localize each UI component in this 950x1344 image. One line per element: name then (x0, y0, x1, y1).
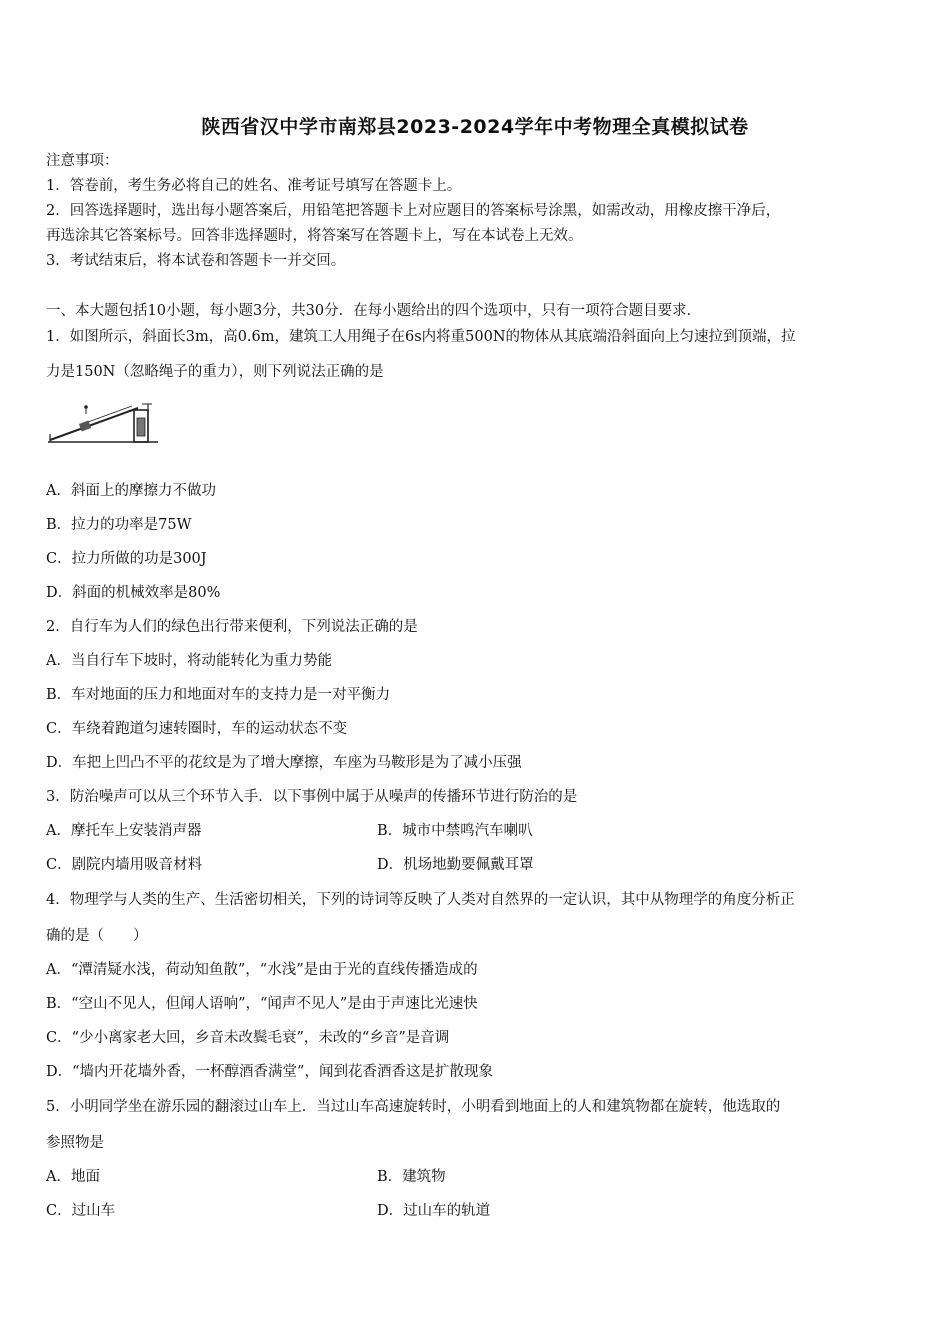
question-2-stem: 2．自行车为人们的绿色出行带来便利，下列说法正确的是 (46, 619, 418, 635)
question-1-stem: 1．如图所示，斜面长3m，高0.6m，建筑工人用绳子在6s内将重500N的物体从其底端沿斜面向上匀速拉到顶端，拉 (46, 329, 796, 345)
exam-title: 陕西省汉中学市南郑县2023-2024学年中考物理全真模拟试卷 (201, 116, 749, 138)
option: B．建筑物 (377, 1169, 446, 1185)
notice-item: 2．回答选择题时，选出每小题答案后，用铅笔把答题卡上对应题目的答案标号涂黑，如需改动，用橡皮擦干净后， (46, 203, 781, 219)
incline-surface (50, 408, 138, 440)
option: D．机场地勤要佩戴耳罩 (377, 857, 534, 873)
notice-item: 3．考试结束后，将本试卷和答题卡一并交回。 (46, 253, 346, 269)
option: D．斜面的机械效率是80% (46, 585, 221, 601)
option: C．剧院内墙用吸音材料 (46, 857, 203, 873)
section-heading: 一、本大题包括10小题，每小题3分，共30分．在每小题给出的四个选项中，只有一项符合题目要求． (46, 303, 702, 319)
option: B．车对地面的压力和地面对车的支持力是一对平衡力 (46, 687, 391, 703)
option: D．车把上凹凸不平的花纹是为了增大摩擦，车座为马鞍形是为了减小压强 (46, 755, 522, 771)
notice-heading: 注意事项： (46, 153, 119, 169)
option: A．地面 (46, 1169, 100, 1185)
option: A．摩托车上安装消声器 (46, 823, 202, 839)
question-3-stem: 3．防治噪声可以从三个环节入手．以下事例中属于从噪声的传播环节进行防治的是 (46, 789, 578, 805)
option: A．斜面上的摩擦力不做功 (46, 483, 216, 499)
option: C．过山车 (46, 1203, 116, 1219)
question-1-stem: 力是150N（忽略绳子的重力），则下列说法正确的是 (46, 364, 384, 380)
option: B．“空山不见人，但闻人语响”，“闻声不见人”是由于声速比光速快 (46, 996, 478, 1012)
incline-diagram (46, 396, 162, 448)
option: A．当自行车下坡时，将动能转化为重力势能 (46, 653, 332, 669)
rope (88, 406, 132, 422)
question-4-stem: 4．物理学与人类的生产、生活密切相关，下列的诗词等反映了人类对自然界的一定认识，其中从物理学的角度分析正 (46, 892, 795, 908)
option: D．“墙内开花墙外香，一杯醇酒香满堂”，闻到花香酒香这是扩散现象 (46, 1064, 493, 1080)
option: D．过山车的轨道 (377, 1203, 491, 1219)
notice-item: 再选涂其它答案标号。回答非选择题时，将答案写在答题卡上，写在本试卷上无效。 (46, 228, 583, 244)
option: B．拉力的功率是75W (46, 517, 192, 533)
option: A．“潭清疑水浅，荷动知鱼散”，“水浅”是由于光的直线传播造成的 (46, 962, 478, 978)
question-4-stem: 确的是（ ） (46, 928, 148, 944)
question-5-stem: 5．小明同学坐在游乐园的翻滚过山车上．当过山车高速旋转时，小明看到地面上的人和建筑物都在旋转，他选取的 (46, 1099, 781, 1115)
option: C．拉力所做的功是300J (46, 551, 207, 567)
option: C．车绕着跑道匀速转圈时，车的运动状态不变 (46, 721, 348, 737)
question-5-stem: 参照物是 (46, 1135, 104, 1151)
notice-item: 1．答卷前，考生务必将自己的姓名、准考证号填写在答题卡上。 (46, 178, 462, 194)
option: B．城市中禁鸣汽车喇叭 (377, 823, 533, 839)
option: C．“少小离家老大回，乡音未改鬓毛衰”，未改的“乡音”是音调 (46, 1030, 450, 1046)
